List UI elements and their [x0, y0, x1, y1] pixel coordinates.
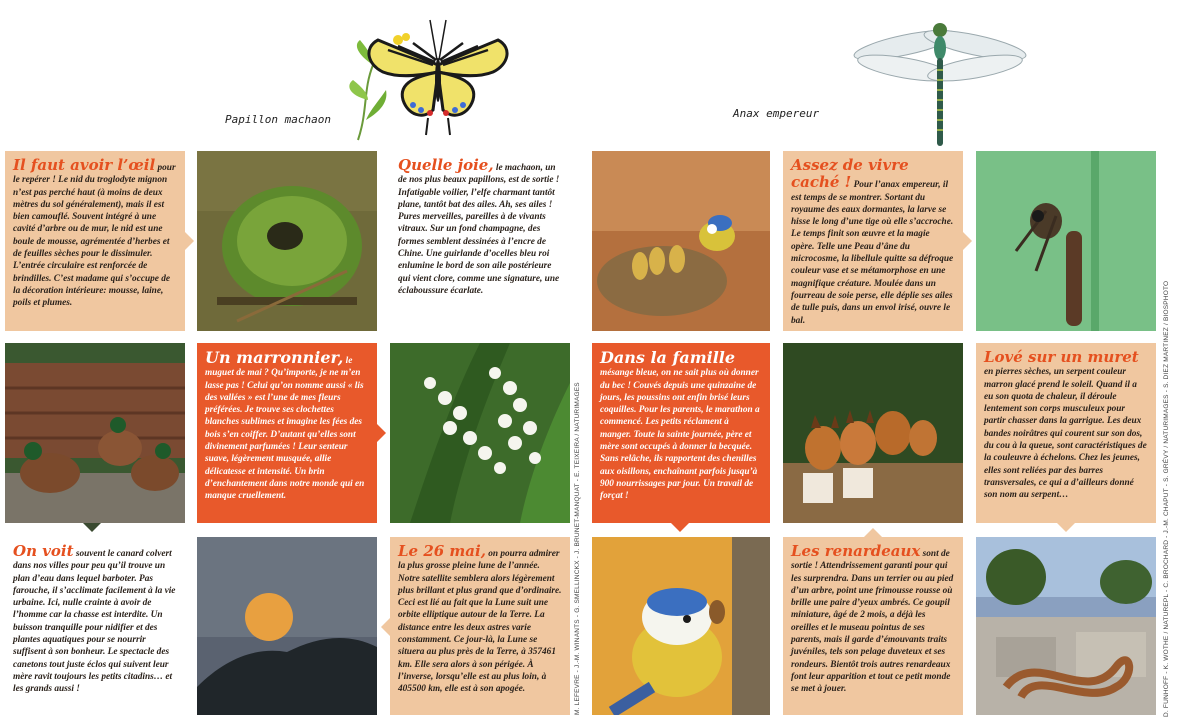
anax-heading: Assez de vivre caché ! — [791, 156, 909, 192]
machaon-text-box — [390, 151, 570, 331]
dragonfly-label: Anax empereur — [733, 107, 820, 120]
famille-body: mésange bleue, on ne sait plus où donner du bec ! Couvés depuis une quinzaine de jours, les poussins ont enfin brisé leurs coquilles. Pour les parents, le marathon a commencé. Les petits réclament à manger. Toute la sainte journée, père et mère sont occupés à donner la becquée. Sans relâche, ils rapportent des chenilles aux oisillons, enchaînant parfois jusqu’à 900 nourrissages par jour. Un travail de forçat ! — [600, 368, 760, 502]
renardeaux-heading: Les renardeaux — [791, 542, 921, 560]
lune-body: on pourra admirer la plus grosse pleine lune de l’année. Notre satellite semblera alors légèrement plus brillant et plus grand que d’ordinaire. Ceci est lié au fait que la Lune suit une orbite elliptique autour de la Terre. La distance entre les deux astres varie constamment. Ce jour-là, la Lune se situera au plus près de la Terre, à 357461 km. Elle sera alors à son périgée. À l’inverse, lorsqu’elle est au plus loin, à 405500 km, elle est à son apogée. — [398, 549, 562, 695]
machaon-heading: Quelle joie, — [398, 156, 494, 174]
lune-text-box — [390, 537, 570, 715]
butterfly-illustration — [338, 10, 538, 145]
lune-heading: Le 26 mai, — [398, 542, 486, 560]
pointer-arrow — [963, 232, 972, 250]
troglodyte-heading: Il faut avoir l’œil — [13, 156, 156, 174]
dragonfly-illustration — [850, 10, 1030, 150]
ducks-photo — [5, 343, 185, 523]
pointer-arrow — [83, 523, 101, 532]
anax-body: Pour l’anax empereur, il est temps de se montrer. Sortant du royaume des eaux dormantes, la larve se hisse le long d’une tige où elle s’accroche. Le temps finit son œuvre et la magie opère. Telle une Peau d’âne du microcosme, la libellule quitte sa défroque couleur vase et se métamorphose en une magnifique créature. Moulée dans un fourreau de soie perse, elle déplie ses ailes de tulle puis, dans un envol irisé, ouvre le bal. — [791, 180, 954, 326]
emerging-dragonfly-photo — [976, 151, 1156, 331]
snake-photo — [976, 537, 1156, 715]
blue-tit-photo — [592, 537, 770, 715]
troglodyte-body: pour le repérer ! Le nid du troglodyte mignon n’est pas perché haut (à moins de deux mètres du sol généralement), mais il est bien camouflé. Souvent intégré à une cavité d’arbre ou de mur, le nid est une boule de mousse, agrémentée d’herbes et de feuilles sèches pour le dissimuler. L’entrée circulaire est renforcée de brindilles. C’est madame qui s’occupe de la décoration intérieure: mousse, laine, poils et plumes. — [13, 163, 176, 309]
pointer-arrow — [864, 528, 882, 537]
machaon-body: le machaon, un de nos plus beaux papillons, est de sortie ! Infatigable voilier, l’elfe charmant tantôt plane, tantôt bat des ailes. Ah, ses ailes ! Pures merveilles, pareilles à de vivants vitraux. Sur un fond champagne, des formes semblent dessinées à l’encre de Chine. Une guirlande d’ocelles bleu roi enlumine le bord de son aile postérieure qui vient clore, comme une signature, une éclaboussure écarlate. — [398, 163, 560, 296]
renardeaux-body: sont de sortie ! Attendrissement garanti pour qui les surprendra. Dans un terrier ou au pied d’un arbre, point une frimousse rousse où brille une paire d’yeux ambrés. Ce goupil miniature, âgé de 2 mois, a déjà les oreilles et le museau pointus de ses parents, mais il garde d’émouvants traits juvéniles, tels son pelage duveteux et ses rondeurs. Bientôt trois autres renardeaux font leur apparition et tout ce petit monde se met à jouer. — [791, 549, 954, 695]
muret-heading: Lové sur un muret — [984, 348, 1139, 366]
anax-text-box — [783, 151, 963, 331]
famille-text-box — [592, 343, 770, 523]
wren-nest-photo — [197, 151, 377, 331]
lily-of-the-valley-photo — [390, 343, 570, 523]
muret-text-box — [976, 343, 1156, 523]
renardeaux-text-box — [783, 537, 963, 715]
photo-credits-middle: M. LEFEVRE - J.-M. WINANTS - G. SMELLINCKX - J. BRUNET-MANQUAT - E. TEIXEIRA / NATURIMAGES — [574, 382, 581, 715]
onvoit-text-box — [5, 537, 185, 715]
onvoit-body: souvent le canard colvert dans nos villes pour peu qu’il trouve un plan d’eau dans lequel barboter. Pas farouche, il s’acclimate facilement à la vie urbaine. Ici, nulle crainte à avoir de l’homme car la chasse est interdite. Un buisson tranquille pour nidifier et des plantes aquatiques pour se nourrir suffisent à son bonheur. Le spectacle des canetons tout juste éclos qui suivent leur mère ravit toujours les petits citadins… et les grands aussi ! — [13, 549, 176, 695]
fox-cubs-photo — [783, 343, 963, 523]
photo-credits-right: D. FUNHOFF - K. WOTHE / NATUREPL - C. BROCHARD - J.-M. CHAPUT - S. GRÉVY / NATURIMAGES - S. DIEZ MARTINEZ / BIOSPHOTO — [1163, 280, 1170, 717]
blue-tit-nest-photo — [592, 151, 770, 331]
marronnier-body: le muguet de mai ? Qu’importe, je ne m’en lasse pas ! Celui qu’on nomme aussi « lis des vallées » est l’une de mes fleurs préférées. Je trouve ses clochettes blanches sublimes et imagine les fées des bois s’en coiffer. D’autant qu’elles sont divinement parfumées ! Leur senteur suave, légèrement musquée, allie délicatesse et intensité. Un brin d’enchantement dans notre monde qui en manque cruellement. — [205, 356, 365, 502]
muret-body: en pierres sèches, un serpent couleur marron glacé prend le soleil. Quand il a eu son quota de chaleur, il déroule lentement son corps musculeux pour partir chasser dans la garrigue. Les deux bandes noirâtres qui courent sur son dos, du cou à la queue, sont caractéristiques de la couleuvre à échelons. Chez les jeunes, elles sont reliées par des barres transversales, ce qui a d’ailleurs donné son nom au serpent… — [984, 367, 1147, 501]
famille-heading: Dans la famille — [600, 348, 736, 367]
marronnier-heading: Un marronnier, — [205, 348, 344, 367]
troglodyte-text-box — [5, 151, 185, 331]
pointer-arrow — [381, 618, 390, 636]
pointer-arrow — [671, 523, 689, 532]
marronnier-text-box — [197, 343, 377, 523]
pointer-arrow — [377, 424, 386, 442]
onvoit-heading: On voit — [13, 542, 74, 560]
pointer-arrow — [185, 232, 194, 250]
moon-photo — [197, 537, 377, 715]
butterfly-label: Papillon machaon — [225, 113, 331, 126]
pointer-arrow — [1057, 523, 1075, 532]
